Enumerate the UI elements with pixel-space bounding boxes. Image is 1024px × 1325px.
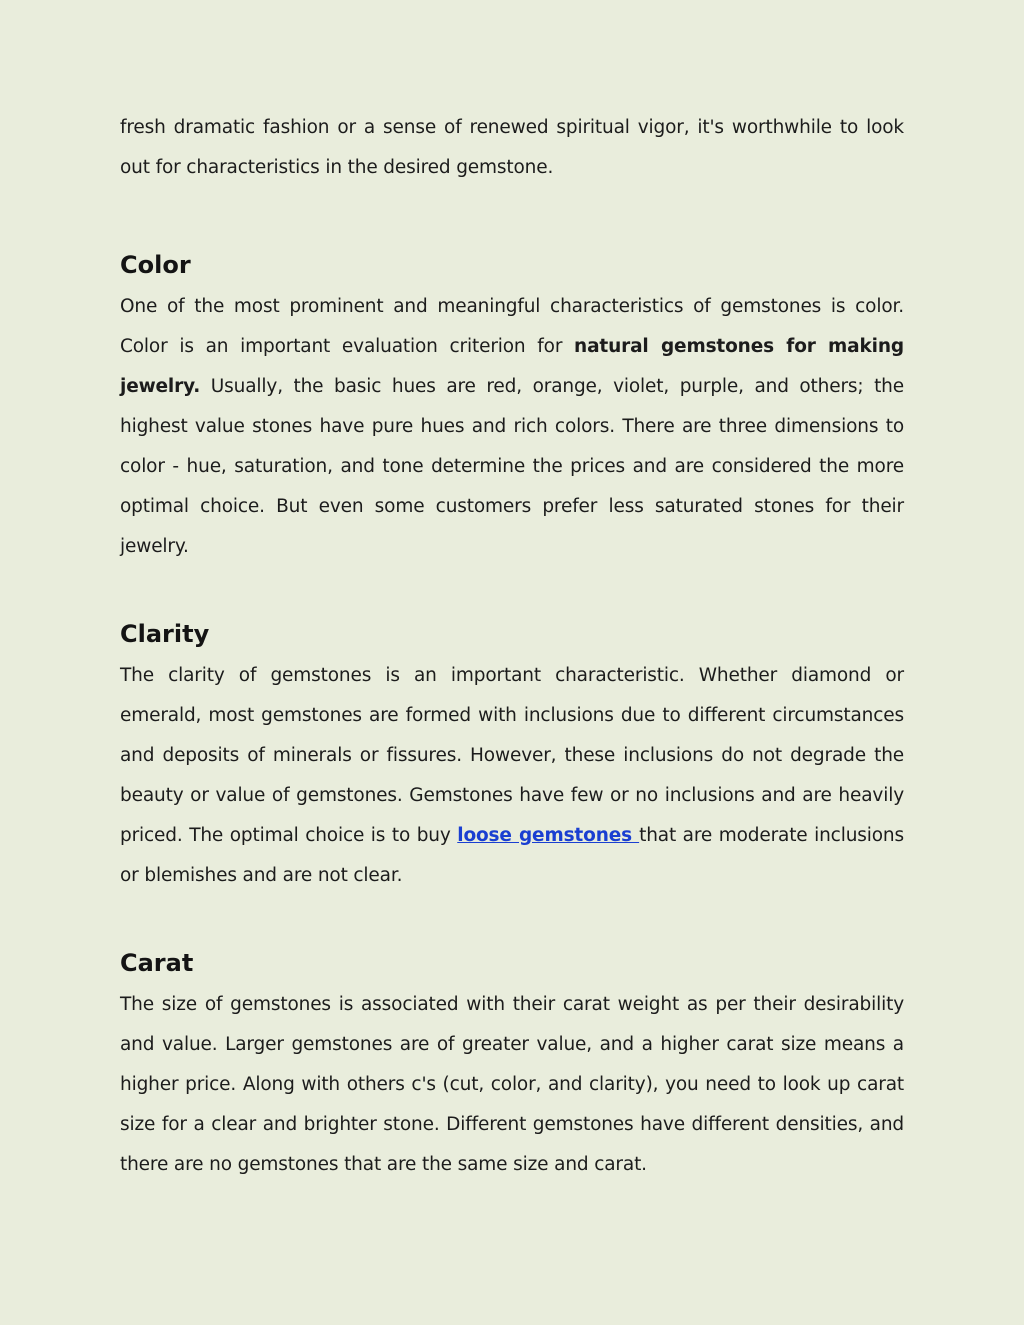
clarity-heading: Clarity bbox=[120, 620, 210, 648]
clarity-paragraph bbox=[120, 656, 904, 896]
carat-paragraph: The size of gemstones is associated with their carat weight as per their desirability and value. Larger gemstones are of greater value, and a higher carat size means a higher price. Along with others c's (cut, color, and clarity), you need to look up carat size for a clear and brighter stone. Different gemstones have different densities, and there are no gemstones that are the same size and carat. bbox=[120, 994, 904, 1175]
clarity-text-start: The clarity of gemstones is an important characteristic. Whether diamond or emerald, most gemstones are formed with inclusions due to different circumstances and deposits of minerals or fissures. However, these inclusions do not degrade the beauty or value of gemstones. Gemstones have few or no inclusions and are heavily priced. The optimal choice is to buy bbox=[120, 665, 904, 846]
color-text-end: Usually, the basic hues are red, orange, violet, purple, and others; the highest value stones have pure hues and rich colors. There are three dimensions to color - hue, saturation, and tone determine the prices and are considered the more optimal choice. But even some customers prefer less saturated stones for their jewelry. bbox=[120, 376, 904, 557]
color-text-start: One of the most prominent and meaningful characteristics of gemstones is color. Color is an important evaluation criterion for bbox=[120, 296, 904, 357]
color-bold-phrase: natural gemstones for making jewelry. bbox=[120, 336, 904, 397]
carat-section bbox=[120, 948, 904, 1185]
loose-gemstones-link[interactable]: loose gemstones bbox=[457, 825, 640, 846]
intro-paragraph: fresh dramatic fashion or a sense of renewed spiritual vigor, it's worthwhile to look out for characteristics in the desired gemstone. bbox=[120, 117, 904, 178]
color-heading: Color bbox=[120, 251, 191, 279]
carat-heading: Carat bbox=[120, 949, 194, 977]
document-page bbox=[120, 108, 904, 1237]
clarity-section bbox=[120, 619, 904, 896]
clarity-text-end: that are moderate inclusions or blemishes and are not clear. bbox=[120, 825, 904, 886]
color-paragraph bbox=[120, 287, 904, 567]
color-section bbox=[120, 250, 904, 567]
